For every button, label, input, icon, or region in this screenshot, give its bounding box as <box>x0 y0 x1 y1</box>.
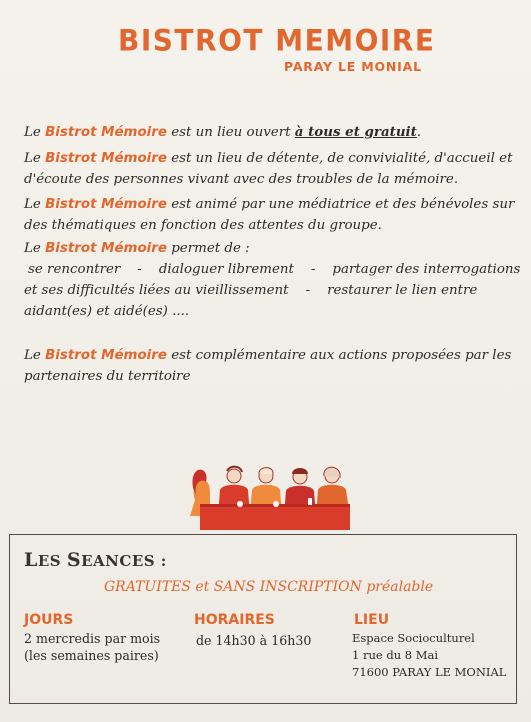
title-part: ES <box>37 552 67 570</box>
horaires-text <box>196 632 311 649</box>
text-le: Le <box>24 125 41 140</box>
separator: - <box>137 262 142 277</box>
text-line: permet de : <box>171 241 250 256</box>
paragraph-open-to-all <box>24 122 512 143</box>
text-le: Le <box>24 197 41 212</box>
list-item: restaurer le lien entre <box>327 283 478 298</box>
brand-name: Bistrot Mémoire <box>45 151 167 166</box>
brand-name: Bistrot Mémoire <box>45 348 167 363</box>
jours-line: 2 mercredis par mois <box>24 631 161 646</box>
subtitle-part: SANS INSCRIPTION <box>213 579 362 595</box>
brand-name: Bistrot Mémoire <box>45 241 167 256</box>
text-le: Le <box>24 151 41 166</box>
sessions-box <box>9 534 517 704</box>
text-open: est un lieu ouvert <box>171 125 291 140</box>
horaires-label: HORAIRES <box>194 612 275 628</box>
sessions-subtitle <box>104 579 433 595</box>
emphasis-free: à tous et gratuit <box>294 124 417 140</box>
lieu-line: Espace Socioculturel <box>352 631 475 645</box>
text-line: partenaires du territoire <box>24 369 191 384</box>
sessions-title <box>24 549 167 571</box>
lieu-text <box>352 630 506 681</box>
jours-text <box>24 630 160 664</box>
group-of-people-at-table-illustration <box>180 460 360 532</box>
jours-label: JOURS <box>24 612 74 628</box>
horaires-line: de 14h30 à 16h30 <box>196 633 312 648</box>
list-item: aidant(es) et aidé(es) .... <box>24 304 190 319</box>
flyer-subtitle: PARAY LE MONIAL <box>284 59 422 74</box>
separator: - <box>305 283 311 298</box>
flyer-title: BISTROT MEMOIRE <box>118 23 436 58</box>
text-le: Le <box>24 348 41 363</box>
list-item: et ses difficultés liées au vieillissement <box>24 283 289 298</box>
jours-line: (les semaines paires) <box>24 648 159 663</box>
paragraph-animated <box>24 194 515 236</box>
text-line: d'écoute des personnes vivant avec des troubles de la mémoire. <box>24 172 459 187</box>
paragraph-relaxation <box>24 148 512 190</box>
paragraph-allows <box>24 238 521 322</box>
text-line: est un lieu de détente, de convivialité, d'accueil et <box>171 151 513 166</box>
text-line: est animé par une médiatrice et des bénévoles sur <box>171 197 515 212</box>
title-letter: S <box>66 549 82 571</box>
paragraph-complementary <box>24 345 512 387</box>
text-line: des thématiques en fonction des attentes du groupe. <box>24 218 382 233</box>
title-letter: L <box>24 549 38 571</box>
brand-name: Bistrot Mémoire <box>45 125 167 140</box>
lieu-label: LIEU <box>354 612 390 628</box>
subtitle-part: préalable <box>361 579 434 595</box>
text-le: Le <box>24 241 41 256</box>
subtitle-part: GRATUITES et <box>104 579 214 595</box>
brand-name: Bistrot Mémoire <box>45 197 167 212</box>
table-shape <box>200 504 350 530</box>
list-item: partager des interrogations <box>332 262 521 277</box>
separator: - <box>310 262 316 277</box>
lieu-line: 71600 PARAY LE MONIAL <box>352 665 507 679</box>
text-line: est complémentaire aux actions proposées par les <box>171 348 512 363</box>
title-part: EANCES : <box>81 552 167 570</box>
list-item: se rencontrer <box>28 262 121 277</box>
list-item: dialoguer librement <box>158 262 294 277</box>
lieu-line: 1 rue du 8 Mai <box>352 648 439 662</box>
text-period: . <box>416 125 422 140</box>
